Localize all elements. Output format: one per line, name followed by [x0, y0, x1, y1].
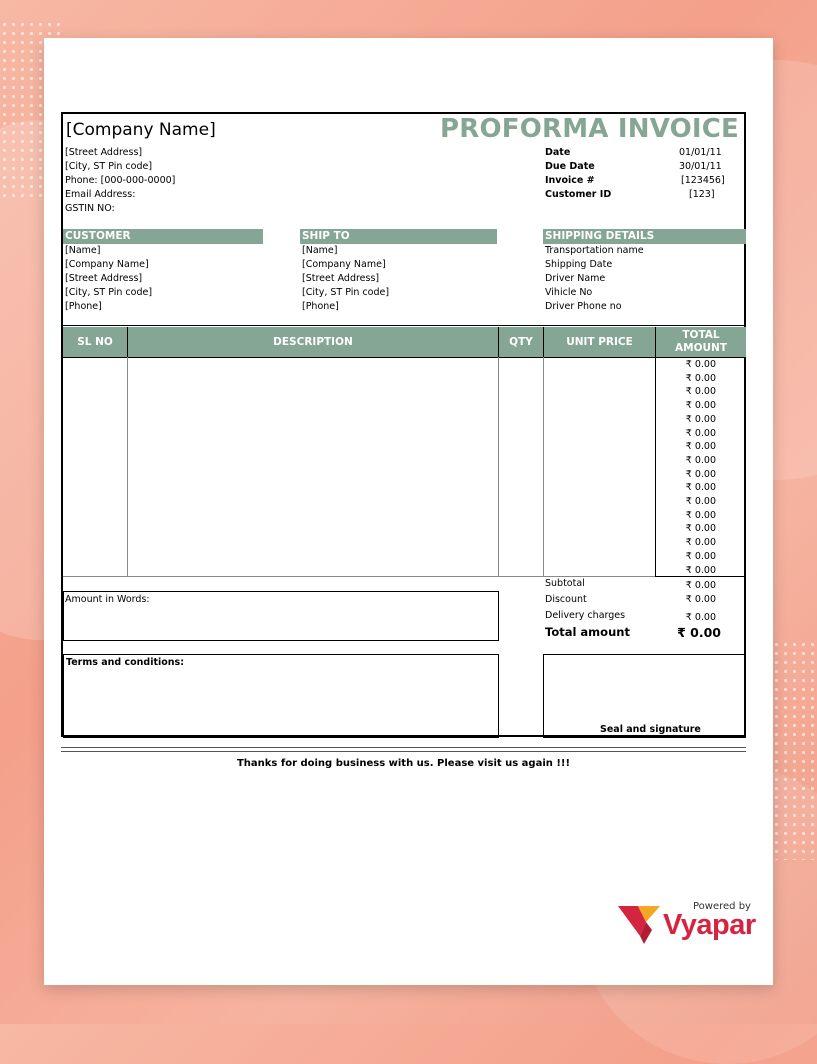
col-total-line1: TOTAL	[682, 329, 720, 341]
discount-value: ₹ 0.00	[685, 594, 716, 605]
col-description: DESCRIPTION	[128, 327, 499, 357]
customer-line: [City, ST Pin code]	[65, 287, 153, 298]
line-total-amount: ₹ 0.00	[685, 372, 716, 384]
total-label: Total amount	[545, 625, 630, 639]
ship-to-line: [Street Address]	[302, 273, 380, 284]
invoice-title: PROFORMA INVOICE	[439, 114, 739, 144]
col-divider	[127, 357, 128, 576]
line-total-amount: ₹ 0.00	[685, 441, 716, 453]
line-total-amount: ₹ 0.00	[685, 509, 716, 521]
shipping-line: Shipping Date	[545, 259, 613, 270]
divider	[63, 357, 746, 358]
background-dots	[772, 640, 817, 860]
line-total-amount: ₹ 0.00	[685, 537, 716, 549]
table-bottom	[655, 576, 746, 577]
col-qty: QTY	[499, 327, 544, 357]
footer-rule	[61, 747, 746, 748]
shipping-details-header: SHIPPING DETAILS	[543, 229, 746, 244]
footer-rule	[61, 751, 746, 752]
shipping-line: Driver Phone no	[545, 301, 622, 312]
shipping-line: Driver Name	[545, 273, 606, 284]
col-divider	[543, 357, 544, 576]
line-total-amount: ₹ 0.00	[685, 359, 716, 370]
due-date-label: Due Date	[545, 161, 595, 172]
customer-id-value: [123]	[689, 189, 715, 200]
line-total-amount: ₹ 0.00	[685, 468, 716, 480]
line-total-amount: ₹ 0.00	[685, 427, 716, 439]
line-total-amount: ₹ 0.00	[685, 400, 716, 412]
address-line: Email Address:	[65, 189, 136, 200]
ship-to-line: [Name]	[302, 245, 338, 256]
seal-box	[543, 654, 746, 738]
customer-id-label: Customer ID	[545, 189, 612, 200]
date-value: 01/01/11	[679, 147, 722, 158]
line-total-amount: ₹ 0.00	[685, 454, 716, 466]
shipping-line: Vihicle No	[545, 287, 593, 298]
due-date-value: 30/01/11	[679, 161, 722, 172]
ship-to-line: [Phone]	[302, 301, 339, 312]
powered-by-text: Powered by	[693, 901, 751, 912]
ship-to-line: [Company Name]	[302, 259, 386, 270]
address-line: [Street Address]	[65, 147, 143, 158]
invoice-number-value: [123456]	[681, 175, 725, 186]
line-total-amount: ₹ 0.00	[685, 386, 716, 398]
amount-in-words-label: Amount in Words:	[65, 594, 150, 605]
customer-line: [Phone]	[65, 301, 102, 312]
subtotal-value: ₹ 0.00	[685, 580, 716, 591]
col-unit-price: UNIT PRICE	[544, 327, 656, 357]
col-total-amount	[656, 327, 746, 357]
amount-in-words-box	[63, 591, 499, 641]
delivery-value: ₹ 0.00	[685, 612, 716, 623]
vyapar-brand-name: Vyapar	[663, 909, 756, 941]
line-total-amount: ₹ 0.00	[685, 496, 716, 507]
line-total-amount: ₹ 0.00	[685, 564, 716, 576]
customer-line: [Company Name]	[65, 259, 149, 270]
col-sl-no: SL NO	[63, 327, 128, 357]
address-line: [City, ST Pin code]	[65, 161, 153, 172]
company-name: [Company Name]	[66, 120, 216, 140]
address-line: GSTIN NO:	[65, 203, 115, 214]
seal-label: Seal and signature	[600, 724, 701, 735]
col-total-line2: AMOUNT	[675, 342, 727, 354]
subtotal-label: Subtotal	[545, 578, 585, 589]
customer-header: CUSTOMER	[63, 229, 263, 244]
ship-to-header: SHIP TO	[300, 229, 497, 244]
date-label: Date	[545, 147, 571, 158]
address-line: Phone: [000-000-0000]	[65, 175, 176, 186]
invoice-frame	[61, 112, 746, 737]
line-total-amount: ₹ 0.00	[685, 523, 716, 535]
thank-you-note: Thanks for doing business with us. Please visit us again !!!	[236, 758, 571, 769]
customer-line: [Name]	[65, 245, 101, 256]
line-total-amount: ₹ 0.00	[685, 550, 716, 562]
line-total-amount: ₹ 0.00	[685, 413, 716, 425]
delivery-label: Delivery charges	[545, 610, 626, 621]
total-value: ₹ 0.00	[677, 625, 721, 640]
table-bottom	[63, 576, 656, 577]
terms-box	[63, 654, 499, 738]
customer-line: [Street Address]	[65, 273, 143, 284]
col-divider	[498, 357, 499, 576]
line-total-amount: ₹ 0.00	[685, 482, 716, 494]
ship-to-line: [City, ST Pin code]	[302, 287, 390, 298]
discount-label: Discount	[545, 594, 587, 605]
shipping-line: Transportation name	[545, 245, 644, 256]
terms-label: Terms and conditions:	[66, 657, 185, 668]
divider	[63, 325, 746, 326]
invoice-number-label: Invoice #	[545, 175, 595, 186]
